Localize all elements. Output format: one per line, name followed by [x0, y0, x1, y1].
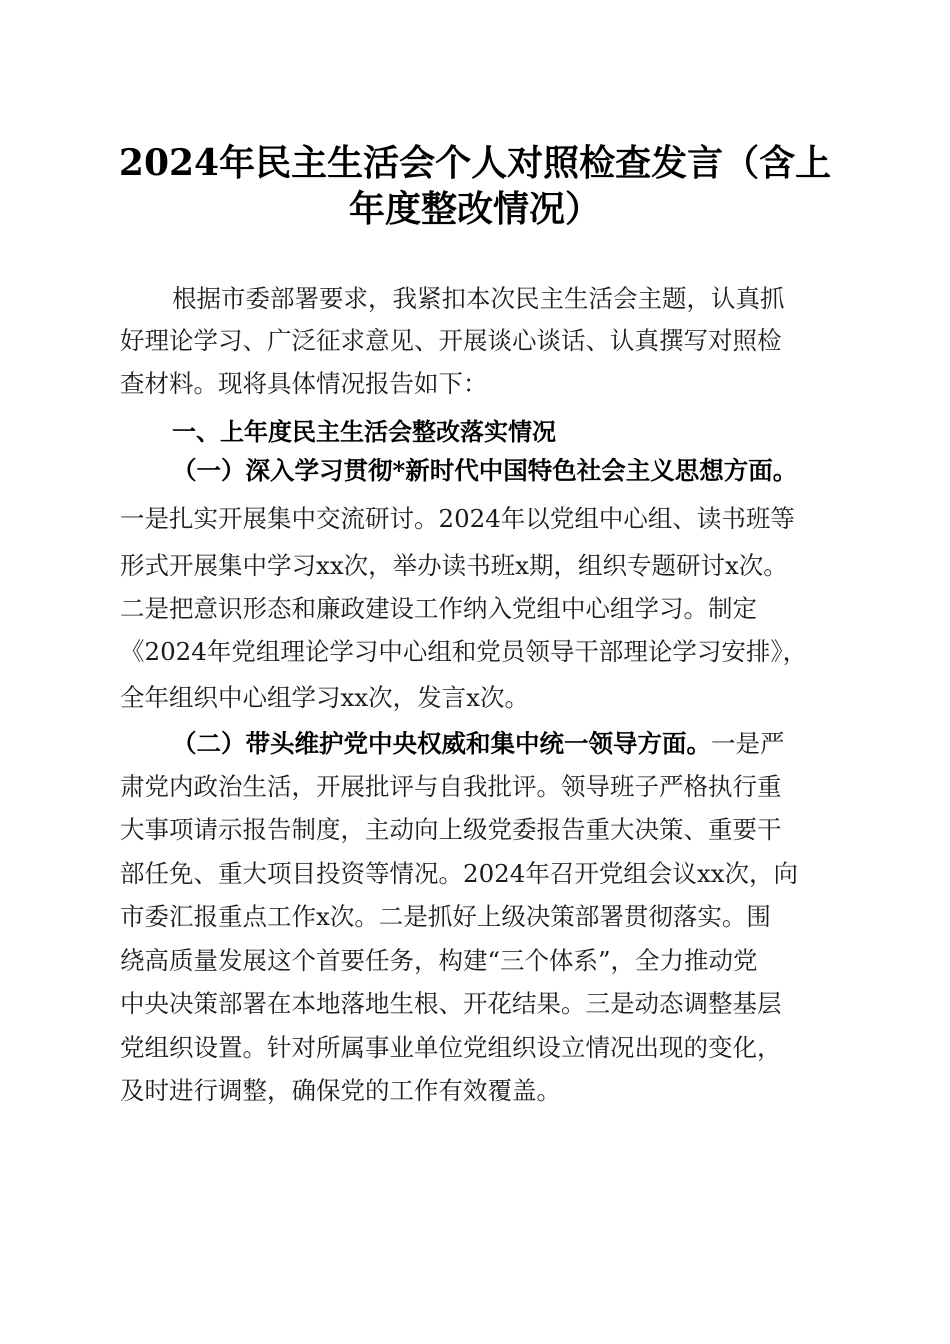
- subsection-2-line-2: 肃党内政治生活，开展批评与自我批评。领导班子严格执行重: [120, 772, 782, 801]
- subsection-1-line-4: 二是把意识形态和廉政建设工作纳入党组中心组学习。制定: [120, 594, 757, 623]
- subsection-2-line-1: [172, 729, 892, 759]
- subsection-2-line-1-rest: 一是严: [711, 729, 785, 758]
- subsection-1-title: （一）深入学习贯彻*新时代中国特色社会主义思想方面。: [172, 456, 798, 485]
- subsection-1-line-6: 全年组织中心组学习xx次，发言x次。: [120, 683, 529, 712]
- intro-line-3: 查材料。现将具体情况报告如下：: [120, 369, 488, 398]
- subsection-2-title: （二）带头维护党中央权威和集中统一领导方面。: [172, 729, 711, 758]
- subsection-2-line-9: 及时进行调整，确保党的工作有效覆盖。: [120, 1076, 561, 1105]
- intro-line-1: 根据市委部署要求，我紧扣本次民主生活会主题，认真抓: [172, 284, 785, 313]
- intro-line-2: 好理论学习、广泛征求意见、开展谈心谈话、认真撰写对照检: [120, 326, 782, 355]
- subsection-2-line-4: 部任免、重大项目投资等情况。2024年召开党组会议xx次，向: [120, 859, 798, 888]
- document-title-line-1: 2024年民主生活会个人对照检查发言（含上: [118, 142, 832, 184]
- subsection-2-line-3: 大事项请示报告制度，主动向上级党委报告重大决策、重要干: [120, 815, 782, 844]
- subsection-2-line-7: 中央决策部署在本地落地生根、开花结果。三是动态调整基层: [120, 989, 782, 1018]
- subsection-1-line-2: 一是扎实开展集中交流研讨。2024年以党组中心组、读书班等: [120, 504, 795, 533]
- subsection-2-line-8: 党组织设置。针对所属事业单位党组织设立情况出现的变化，: [120, 1033, 782, 1062]
- document-title-line-2: 年度整改情况）: [348, 188, 601, 230]
- section-1-heading: 一、上年度民主生活会整改落实情况: [172, 418, 556, 446]
- subsection-1-line-3: 形式开展集中学习xx次，举办读书班x期，组织专题研讨x次。: [120, 551, 788, 580]
- subsection-2-line-5: 市委汇报重点工作x次。二是抓好上级决策部署贯彻落实。围: [120, 902, 771, 931]
- subsection-1-line-5: 《2024年党组理论学习中心组和党员领导干部理论学习安排》，: [120, 637, 808, 666]
- subsection-2-line-6: 绕高质量发展这个首要任务，构建“三个体系”，全力推动党: [120, 946, 758, 975]
